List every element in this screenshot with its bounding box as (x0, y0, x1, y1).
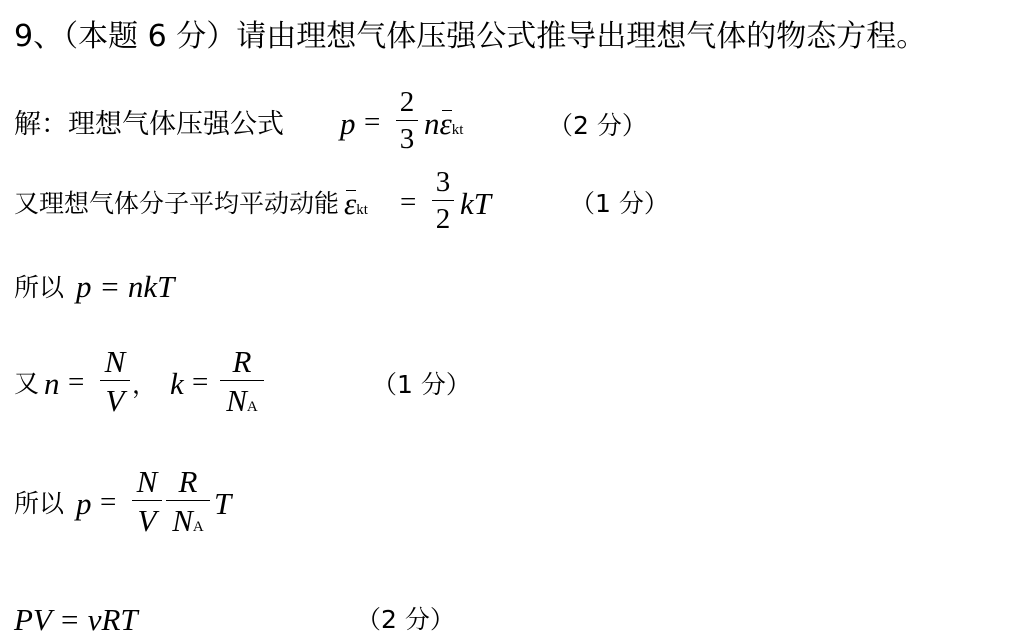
step5-f1-num: N (136, 464, 158, 499)
step1-lhs: p (340, 106, 356, 141)
step4-score: （1 分） (372, 370, 471, 399)
step4-n-num: N (104, 344, 126, 379)
step5-f2-den: NA (172, 503, 204, 538)
step1-n: n (424, 106, 440, 141)
step4-n-bar (100, 380, 130, 381)
step2-frac-num: 3 (435, 166, 451, 198)
step1-frac-den: 3 (399, 123, 415, 155)
step4-k-fraction (220, 346, 264, 416)
step4-k-bar (220, 380, 264, 381)
step2-epsilon: ε (344, 186, 357, 221)
step4-n-den: V (105, 383, 125, 418)
step5-term: T (214, 486, 232, 521)
step4-n-lhs: n (44, 366, 60, 401)
step3-expr: p = nkT (76, 269, 175, 304)
step5-fraction-1 (132, 466, 162, 536)
step5-f1-den: V (137, 503, 157, 538)
step1-epsilon: ε (439, 106, 452, 141)
step2-term: kT (460, 186, 491, 221)
step3-prefix: 所以 (14, 273, 65, 302)
step5-eq: = (100, 486, 117, 518)
step1-frac-bar (396, 120, 418, 121)
step1-eq: = (364, 106, 381, 138)
step5-f2-bar (166, 500, 210, 501)
step4-k-den: NA (226, 383, 258, 418)
step2-prefix: 又理想气体分子平均平动动能 (14, 189, 340, 218)
step4-comma: ， (132, 370, 158, 399)
step5-lhs: p (76, 486, 92, 521)
step4-n-fraction (100, 346, 130, 416)
step2-score: （1 分） (570, 189, 669, 218)
step4-k-lhs: k (170, 366, 184, 401)
step1-score: （2 分） (548, 111, 647, 140)
step4-prefix: 又 (14, 369, 40, 398)
step2-fraction (432, 168, 454, 234)
step2-sub: kt (356, 202, 368, 218)
step5-f1-bar (132, 500, 162, 501)
step6-expr: PV = νRT (14, 602, 138, 637)
step6-score: （2 分） (356, 605, 455, 634)
step5-f2-num: R (178, 464, 198, 499)
step2-epsilon-term (344, 188, 368, 219)
step4-k-num: R (232, 344, 252, 379)
step4-eq-n: = (68, 366, 85, 398)
question-title: 9、（本题 6 分）请由理想气体压强公式推导出理想气体的物态方程。 (14, 19, 927, 54)
step4-eq-k: = (192, 366, 209, 398)
step1-fraction (396, 88, 418, 154)
step2-frac-bar (432, 200, 454, 201)
step2-frac-den: 2 (435, 203, 451, 235)
step1-term (424, 108, 463, 139)
step5-prefix: 所以 (14, 489, 65, 518)
step2-eq: = (400, 186, 417, 218)
step1-sub: kt (451, 122, 464, 138)
step5-fraction-2 (166, 466, 210, 536)
step1-prefix: 解：理想气体压强公式 (14, 109, 284, 140)
step1-frac-num: 2 (399, 86, 415, 118)
